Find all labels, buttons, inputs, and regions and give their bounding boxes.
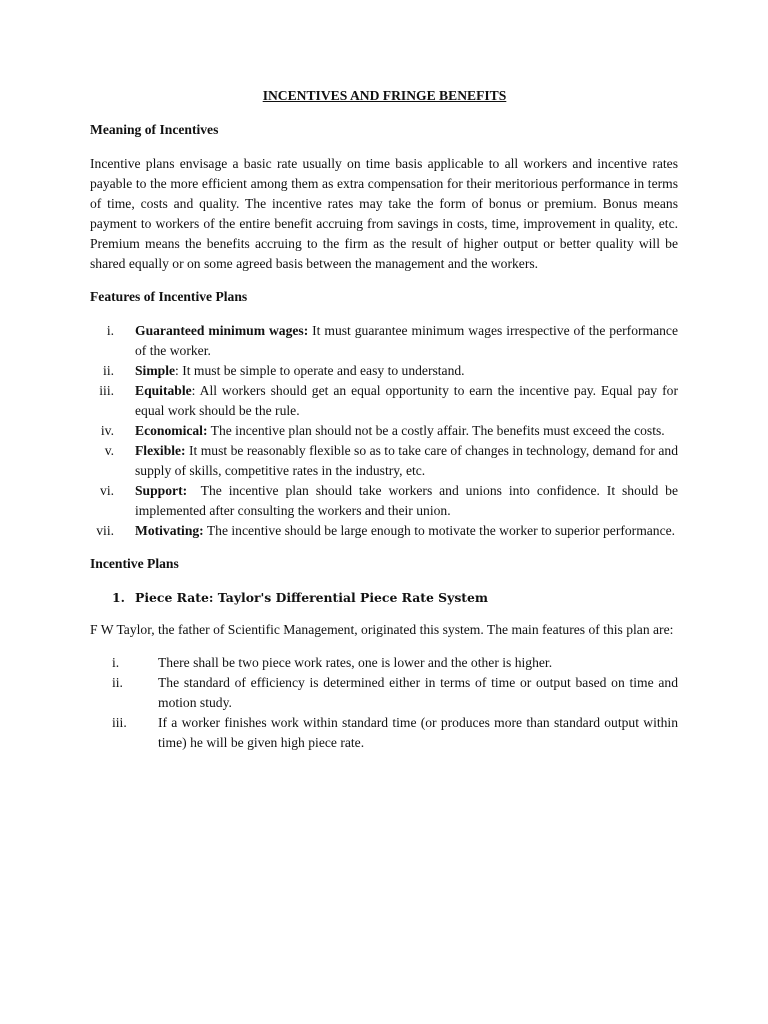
taylor-features-list: [90, 653, 678, 753]
subsection-heading: [90, 588, 678, 608]
list-item-term: Economical:: [135, 423, 208, 438]
list-item: [90, 421, 678, 441]
list-item-number: v.: [104, 443, 114, 458]
list-item: [90, 381, 678, 421]
list-item-text: : All workers should get an equal opportunity to earn the incentive pay. Equal pay for equal work should be the rule.: [135, 383, 678, 418]
list-item-number: i.: [106, 323, 114, 338]
list-item-term: Guaranteed minimum wages:: [135, 323, 309, 338]
list-item-text: The standard of efficiency is determined either in terms of time or output based on time and motion study.: [158, 675, 678, 710]
document-page: [90, 86, 682, 753]
list-item: [90, 321, 678, 361]
list-item-number: ii.: [112, 675, 123, 690]
subsection-number: 1.: [112, 590, 125, 605]
list-item: [90, 713, 678, 753]
list-item: [90, 653, 678, 673]
list-item: [90, 481, 682, 521]
list-item-term: Equitable: [135, 383, 192, 398]
list-item-text: It must be reasonably flexible so as to take care of changes in technology, demand for and supply of skills, competitive rates in the industry, etc.: [135, 443, 678, 478]
list-item-number: iii.: [99, 383, 114, 398]
list-item: [90, 361, 678, 381]
list-item-number: iii.: [112, 715, 127, 730]
list-item-number: ii.: [103, 363, 114, 378]
list-item-term: Support:: [135, 483, 188, 498]
list-item-number: vi.: [100, 483, 114, 498]
list-item-term: Flexible:: [135, 443, 186, 458]
section-heading-plans: Incentive Plans: [90, 556, 179, 571]
list-item-number: i.: [112, 655, 120, 670]
list-item-term: Motivating:: [135, 523, 204, 538]
list-item-number: vii.: [96, 523, 114, 538]
list-item-text: If a worker finishes work within standard time (or produces more than standard output within time) he will be given high piece rate.: [158, 715, 678, 750]
paragraph-taylor: F W Taylor, the father of Scientific Management, originated this system. The main features of this plan are:: [90, 622, 674, 637]
list-item: [90, 521, 678, 541]
section-heading-meaning: Meaning of Incentives: [90, 122, 219, 137]
list-item-number: iv.: [100, 423, 114, 438]
section-heading-features: Features of Incentive Plans: [90, 289, 248, 304]
subsection-title: Piece Rate: Taylor's Differential Piece Rate System: [135, 590, 489, 605]
list-item-text: The incentive should be large enough to motivate the worker to superior performance.: [203, 523, 676, 538]
list-item-text: : It must be simple to operate and easy to understand.: [175, 363, 465, 378]
features-list: [90, 321, 682, 541]
document-title: INCENTIVES AND FRINGE BENEFITS: [262, 88, 507, 103]
list-item-text: It must guarantee minimum wages irrespective of the performance of the worker.: [135, 323, 678, 358]
list-item-term: Simple: [135, 363, 176, 378]
paragraph-meaning: Incentive plans envisage a basic rate usually on time basis applicable to all workers and incentive rates payable to the more efficient among them as extra compensation for their meritorious performance in terms of time, costs and quality. The incentive rates may take the form of bonus or premium. Bonus means payment to workers of the entire benefit accruing from savings in costs, time, improvement in quality, etc. Premium means the benefits accruing to the firm as the result of higher output or better quality will be shared equally or on some agreed basis between the management and the workers.: [90, 156, 678, 271]
list-item: [90, 673, 678, 713]
list-item-text: The incentive plan should not be a costly affair. The benefits must exceed the costs.: [207, 423, 665, 438]
list-item: [90, 441, 678, 481]
list-item-text: The incentive plan should take workers and unions into confidence. It should be implemented after consulting the workers and their union.: [135, 483, 682, 518]
list-item-text: There shall be two piece work rates, one is lower and the other is higher.: [158, 655, 553, 670]
